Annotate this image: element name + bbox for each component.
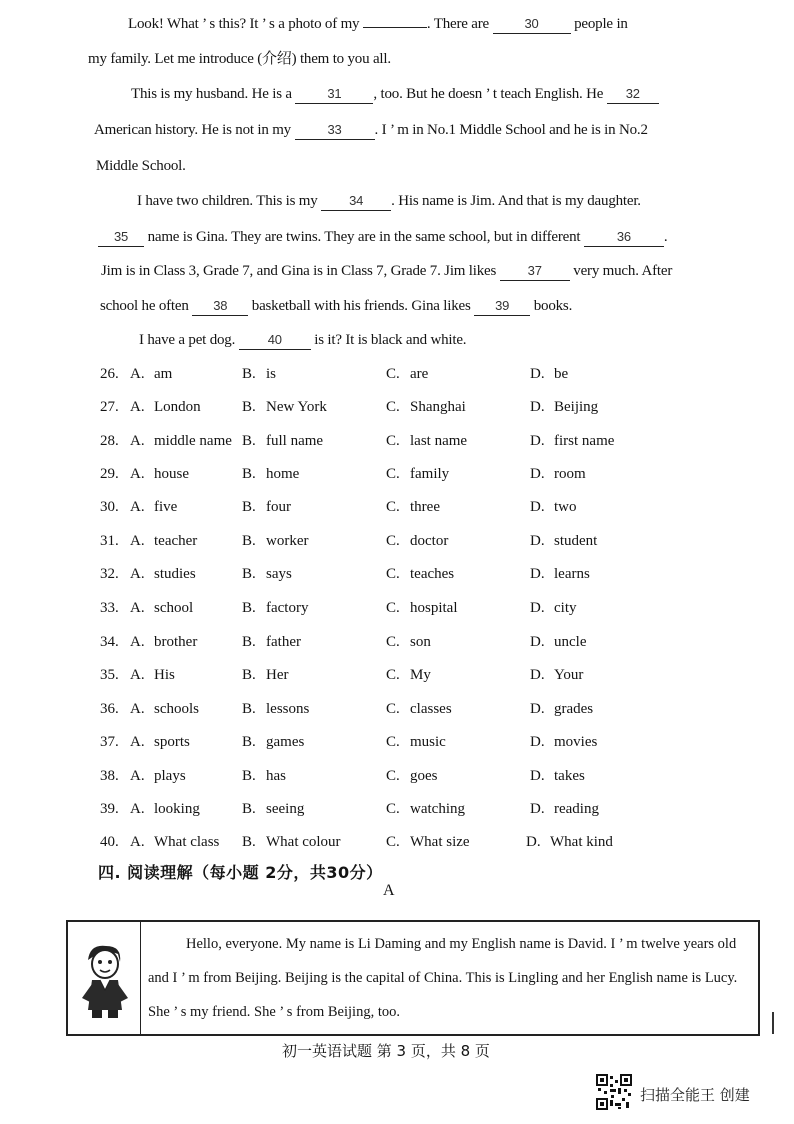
option-a[interactable]: A. sports bbox=[130, 734, 190, 750]
passage-line-6 bbox=[137, 193, 641, 211]
option-b[interactable]: B. games bbox=[242, 734, 305, 750]
section-title: 四. 阅读理解（每小题 2分，共30分） bbox=[98, 863, 383, 882]
passage-text: This is my husband. He is a bbox=[131, 86, 292, 102]
option-c[interactable]: C. watching bbox=[386, 801, 465, 817]
option-c[interactable]: C. Shanghai bbox=[386, 399, 466, 415]
option-d[interactable]: D. movies bbox=[530, 734, 598, 750]
option-a[interactable]: A. house bbox=[130, 466, 189, 482]
question-number: 29. bbox=[100, 466, 119, 482]
passage-line-3 bbox=[131, 86, 659, 104]
option-b[interactable]: B. is bbox=[242, 366, 277, 382]
passage-line-2 bbox=[88, 47, 391, 68]
passage-text: very much. After bbox=[573, 263, 673, 279]
option-b[interactable]: B. has bbox=[242, 768, 286, 784]
question-number: 26. bbox=[100, 366, 119, 382]
option-c[interactable]: C. son bbox=[386, 634, 431, 650]
option-d[interactable]: D. city bbox=[530, 600, 577, 616]
passage-line-4 bbox=[94, 122, 648, 140]
option-d[interactable]: D. reading bbox=[530, 801, 599, 817]
option-a[interactable]: A. middle name bbox=[130, 433, 232, 449]
passage-text: Jim is in Class 3, Grade 7, and Gina is in Class 7, Grade 7. Jim likes bbox=[101, 263, 497, 279]
section-subtitle: A bbox=[383, 882, 395, 899]
blank-38[interactable]: 38 bbox=[192, 298, 248, 316]
blank-34[interactable]: 34 bbox=[321, 193, 391, 211]
passage-text: my family. Let me introduce (介绍) them to you all. bbox=[88, 51, 391, 67]
passage-text: , too. But he doesn ’ t teach English. He bbox=[373, 86, 604, 102]
option-d[interactable]: D. What kind bbox=[526, 834, 613, 850]
question-number: 34. bbox=[100, 634, 119, 650]
option-a[interactable]: A. am bbox=[130, 366, 173, 382]
passage-text: . I ’ m in No.1 Middle School and he is in No.2 bbox=[374, 122, 648, 138]
option-d[interactable]: D. first name bbox=[530, 433, 615, 449]
passage-text: basketball with his friends. Gina likes bbox=[251, 298, 471, 314]
option-a[interactable]: A. teacher bbox=[130, 533, 198, 549]
question-number: 33. bbox=[100, 600, 119, 616]
option-a[interactable]: A. plays bbox=[130, 768, 186, 784]
passage-text: Middle School. bbox=[96, 158, 186, 174]
option-d[interactable]: D. takes bbox=[530, 768, 585, 784]
question-number: 36. bbox=[100, 701, 119, 717]
option-d[interactable]: D. uncle bbox=[530, 634, 587, 650]
blank-35[interactable]: 35 bbox=[98, 229, 144, 247]
passage-line-9 bbox=[100, 298, 572, 316]
option-a[interactable]: A. What class bbox=[130, 834, 220, 850]
question-number: 30. bbox=[100, 499, 119, 515]
passage-text: people in bbox=[574, 16, 628, 32]
question-number: 27. bbox=[100, 399, 119, 415]
question-number: 35. bbox=[100, 667, 119, 683]
reading-line-3: She ’ s my friend. She ’ s from Beijing, too. bbox=[148, 1004, 400, 1020]
blank-40[interactable]: 40 bbox=[239, 332, 311, 350]
blank-31[interactable]: 31 bbox=[295, 86, 373, 104]
option-a[interactable]: A. schools bbox=[130, 701, 199, 717]
option-c[interactable]: C. three bbox=[386, 499, 440, 515]
passage-line-5 bbox=[96, 158, 186, 175]
scanner-watermark: 扫描全能王 创建 bbox=[640, 1086, 750, 1104]
page-footer: 初一英语试题 第 3 页，共 8 页 bbox=[282, 1042, 490, 1060]
reading-box bbox=[66, 920, 760, 1036]
margin-mark bbox=[772, 1012, 774, 1034]
option-d[interactable]: D. two bbox=[530, 499, 577, 515]
option-d[interactable]: D. Your bbox=[530, 667, 584, 683]
option-c[interactable]: C. What size bbox=[386, 834, 470, 850]
option-b[interactable]: B. New York bbox=[242, 399, 327, 415]
option-c[interactable]: C. family bbox=[386, 466, 450, 482]
question-number: 38. bbox=[100, 768, 119, 784]
option-a[interactable]: A. school bbox=[130, 600, 194, 616]
option-d[interactable]: D. be bbox=[530, 366, 569, 382]
option-a[interactable]: A. looking bbox=[130, 801, 200, 817]
option-b[interactable]: B. What colour bbox=[242, 834, 341, 850]
passage-text: I have two children. This is my bbox=[137, 193, 318, 209]
blank-30[interactable]: 30 bbox=[493, 16, 571, 34]
option-c[interactable]: C. music bbox=[386, 734, 446, 750]
box-divider bbox=[140, 922, 141, 1034]
qr-code-icon bbox=[596, 1074, 632, 1110]
option-c[interactable]: C. teaches bbox=[386, 566, 455, 582]
question-number: 28. bbox=[100, 433, 119, 449]
question-number: 40. bbox=[100, 834, 119, 850]
passage-line-1 bbox=[128, 10, 628, 34]
passage-text: is it? It is black and white. bbox=[314, 332, 467, 348]
option-b[interactable]: B. Her bbox=[242, 667, 289, 683]
passage-text: American history. He is not in my bbox=[94, 122, 291, 138]
option-a[interactable]: A. His bbox=[130, 667, 175, 683]
option-c[interactable]: C. last name bbox=[386, 433, 468, 449]
option-d[interactable]: D. Beijing bbox=[530, 399, 599, 415]
blank-27[interactable] bbox=[363, 10, 427, 28]
reading-line-1: Hello, everyone. My name is Li Daming and my English name is David. I ’ m twelve years old bbox=[186, 936, 737, 952]
option-b[interactable]: B. home bbox=[242, 466, 300, 482]
blank-32[interactable]: 32 bbox=[607, 86, 659, 104]
question-number: 39. bbox=[100, 801, 119, 817]
cartoon-boy-icon bbox=[78, 940, 130, 1020]
passage-text: . There are bbox=[426, 16, 489, 32]
option-d[interactable]: D. grades bbox=[530, 701, 594, 717]
passage-text: . His name is Jim. And that is my daughter. bbox=[391, 193, 641, 209]
option-b[interactable]: B. factory bbox=[242, 600, 309, 616]
question-number: 32. bbox=[100, 566, 119, 582]
option-b[interactable]: B. seeing bbox=[242, 801, 305, 817]
passage-text: books. bbox=[533, 298, 573, 314]
passage-line-7 bbox=[98, 229, 667, 247]
option-b[interactable]: B. says bbox=[242, 566, 292, 582]
reading-line-2: and I ’ m from Beijing. Beijing is the capital of China. This is Lingling and her English name is Lucy. bbox=[148, 970, 738, 986]
question-number: 31. bbox=[100, 533, 119, 549]
option-c[interactable]: C. My bbox=[386, 667, 431, 683]
passage-text: name is Gina. They are twins. They are in the same school, but in different bbox=[147, 229, 581, 245]
option-b[interactable]: B. full name bbox=[242, 433, 324, 449]
option-c[interactable]: C. doctor bbox=[386, 533, 449, 549]
option-d[interactable]: D. room bbox=[530, 466, 586, 482]
option-b[interactable]: B. four bbox=[242, 499, 291, 515]
passage-line-8 bbox=[101, 263, 672, 281]
option-c[interactable]: C. hospital bbox=[386, 600, 458, 616]
passage-text: . bbox=[663, 229, 668, 245]
option-a[interactable]: A. studies bbox=[130, 566, 196, 582]
option-d[interactable]: D. learns bbox=[530, 566, 590, 582]
question-number: 37. bbox=[100, 734, 119, 750]
blank-33[interactable]: 33 bbox=[295, 122, 375, 140]
blank-37[interactable]: 37 bbox=[500, 263, 570, 281]
option-d[interactable]: D. student bbox=[530, 533, 598, 549]
blank-39[interactable]: 39 bbox=[474, 298, 530, 316]
passage-text: I have a pet dog. bbox=[139, 332, 236, 348]
passage-text: Look! What ’ s this? It ’ s a photo of my bbox=[128, 16, 360, 32]
option-c[interactable]: C. are bbox=[386, 366, 429, 382]
option-b[interactable]: B. worker bbox=[242, 533, 309, 549]
passage-line-10 bbox=[139, 332, 466, 350]
option-b[interactable]: B. father bbox=[242, 634, 301, 650]
option-a[interactable]: A. five bbox=[130, 499, 178, 515]
option-c[interactable]: C. classes bbox=[386, 701, 452, 717]
option-b[interactable]: B. lessons bbox=[242, 701, 310, 717]
option-a[interactable]: A. brother bbox=[130, 634, 198, 650]
blank-36[interactable]: 36 bbox=[584, 229, 664, 247]
passage-text: school he often bbox=[100, 298, 189, 314]
option-c[interactable]: C. goes bbox=[386, 768, 438, 784]
option-a[interactable]: A. London bbox=[130, 399, 201, 415]
